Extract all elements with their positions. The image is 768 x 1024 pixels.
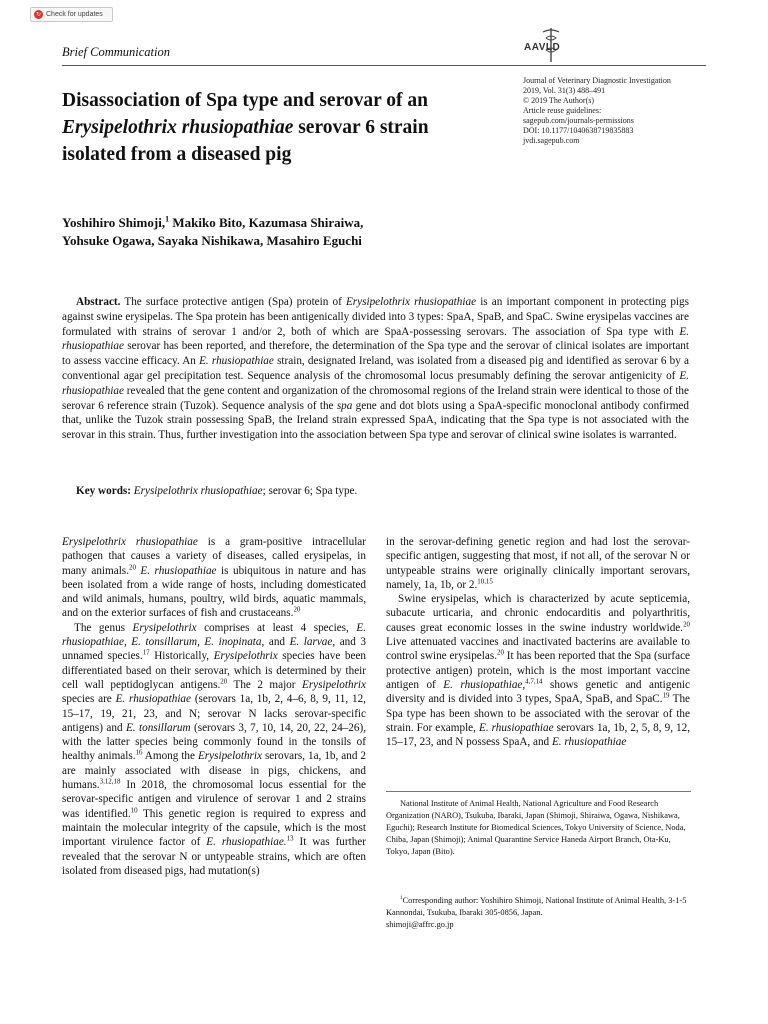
body-column-left [62, 535, 366, 878]
title-line-1: Disassociation of Spa type and serovar of an [62, 90, 429, 111]
body-text: is ubiquitous in nature and has been isolated from a wide range of hosts, including domesticated and wild animals, humans, poultry, wild birds, aquatic mammals, and on the exterior surfaces of fish and crustaceans. [62, 564, 366, 620]
journal-name: Journal of Veterinary Diagnostic Investigation [523, 76, 671, 85]
aavld-logo [521, 26, 583, 64]
body-text: The Spa type has been shown to be associated with the serovar of the strain. For example, [386, 693, 691, 734]
citation: 16 [135, 748, 143, 757]
abstract [62, 295, 689, 443]
body-text: , and [261, 636, 290, 649]
abstract-italic: E. rhusiopathiae [199, 355, 274, 368]
abstract-text: gene and dot blots using a SpaA-specific monoclonal antibody confirmed that, unlike the Tuzok strain possessing SpaB, the Ireland strain expressed SpaA, indicating that the Spa type is not associated with the serovar in this strain. Thus, further investigation into the association between Spa type and serovar of clinical swine isolates is warranted. [62, 399, 689, 442]
check-for-updates-badge[interactable] [30, 7, 113, 22]
abstract-label: Abstract. [76, 296, 121, 308]
body-text: (serovars 3, 7, 10, 14, 20, 22, 24–26), with the latter species being commonly found in the tonsils of healthy animals. [62, 721, 366, 763]
body-italic: E. rhusiopathiae [478, 721, 554, 734]
citation: 17 [142, 648, 150, 657]
body-text: serovars 1a, 1b, 2, 5, 8, 9, 12, 15–17, 23, and N possess SpaA, and [386, 721, 691, 749]
keywords [76, 484, 696, 498]
paragraph-4 [386, 592, 690, 749]
keywords-label: Key words: [76, 485, 131, 497]
body-italic: E. rhusiopathiae [115, 693, 191, 706]
body-text: Among the [142, 750, 198, 763]
body-text: Historically, [149, 650, 214, 663]
citation: 20 [497, 648, 504, 657]
citation: 20 [220, 677, 228, 686]
citation: 20 [128, 562, 136, 571]
body-text: Live attenuated vaccines and inactivated bacterins are available to control swine erysipelas. [386, 636, 690, 663]
logo-text: AAVLD [524, 42, 561, 53]
body-text: It was further revealed that the serovar N or untypeable strains, which are often isolated from diseased pigs, had mutation(s) [62, 836, 367, 877]
body-text: This genetic region is required to express and maintain the molecular integrity of the capsule, which is the most important virulence factor of [62, 807, 366, 849]
citation: 20 [293, 605, 301, 614]
author-first: Yoshihiro Shimoji, [62, 215, 166, 230]
body-italic: E. larvae [289, 636, 333, 649]
body-text: in the serovar-defining genetic region and had lost the serovar-specific antigen, suggesting that most, if not all, of the serovar N or untypeable strains were originally clinically important serovars, namely, 1a, 1b, or 2. [386, 536, 690, 591]
body-italic: E. tonsillarum [125, 721, 191, 734]
abstract-text: The surface protective antigen (Spa) protein of [120, 296, 346, 308]
body-text: The 2 major [227, 678, 302, 691]
corresponding-author-footnote [386, 895, 691, 931]
body-text: Swine erysipelas, which is characterized by acute septicemia, subacute urticaria, and chronic endocarditis and polyarthritis, causes great economic losses in the swine industry worldwide. [386, 593, 690, 634]
citation: 13 [286, 834, 294, 843]
body-text: species are [62, 693, 116, 706]
check-for-updates-label: Check for updates [46, 11, 103, 18]
abstract-italic: E. rhusiopathiae [62, 369, 689, 397]
paragraph-3 [386, 535, 690, 592]
abstract-italic: Erysipelothrix rhusiopathiae [345, 296, 477, 308]
body-text: serovars, 1a, 1b, and 2 are mainly associated with disease in pigs, chickens, and humans. [62, 750, 366, 792]
citation: 10 [130, 805, 138, 814]
abstract-text: revealed that the gene content and organization of the chromosomal regions of the Ireland strain were identical to those of the serovar 6 reference strain (Tuzok). Sequence analysis of the [62, 384, 689, 412]
journal-metadata [523, 76, 713, 146]
authors-line-1: Makiko Bito, Kazumasa Shiraiwa, [169, 215, 364, 230]
citation: 19 [662, 691, 670, 700]
author-footnote-mark: 1 [165, 214, 170, 224]
abstract-italic: E. rhusiopathiae [62, 325, 689, 353]
copyright: © 2019 The Author(s) [523, 96, 595, 105]
abstract-text: strain, designated Ireland, was isolated from a diseased pig and identified as serovar 6 by a conventional agar gel precipitation test. Sequence analysis of the chromosomal locus presumably defining the serovar antigenicity of [62, 355, 689, 382]
footnote-rule [386, 791, 691, 792]
keywords-rest: ; serovar 6; Spa type. [262, 485, 358, 497]
body-text: It has been reported that the Spa (surface protective antigen) protein, which is the most important vaccine antigen of [386, 650, 690, 691]
reuse-link[interactable]: sagepub.com/journals-permissions [523, 116, 634, 125]
body-text: shows genetic and antigenic diversity and is divided into 3 types, SpaA, SpaB, and SpaC. [386, 678, 690, 706]
doi[interactable]: DOI: 10.1177/1040638719835883 [523, 126, 634, 135]
body-text: , and 3 unnamed species. [62, 636, 366, 663]
body-text: comprises at least 4 species, [196, 621, 357, 634]
author-list [62, 214, 512, 250]
keyword-species: Erysipelothrix rhusiopathiae [131, 485, 263, 497]
abstract-italic: spa [336, 399, 353, 412]
body-column-right [386, 535, 690, 749]
journal-site[interactable]: jvdi.sagepub.com [523, 136, 580, 145]
body-italic: E. rhusiopathiae [551, 736, 627, 749]
body-italic: Erysipelothrix [197, 750, 262, 763]
body-italic: Erysipelothrix [213, 650, 278, 663]
paragraph-1 [62, 535, 366, 621]
citation: 20 [683, 620, 690, 629]
authors-line-2: Yohsuke Ogawa, Sayaka Nishikawa, Masahiro Eguchi [62, 233, 362, 248]
citation: 10,15 [477, 577, 493, 586]
article-title [62, 87, 502, 168]
corr-email[interactable]: shimoji@affrc.go.jp [386, 920, 454, 929]
body-italic: Erysipelothrix [132, 621, 197, 634]
body-italic: Erysipelothrix rhusiopathiae [62, 536, 198, 548]
body-italic: Erysipelothrix [301, 678, 366, 691]
body-italic: E. rhusiopathiae. [206, 836, 287, 849]
citation: 3,12,18 [99, 777, 121, 786]
affiliations-footnote: National Institute of Animal Health, National Agriculture and Food Research Organization (NARO), Tsukuba, Ibaraki, Japan (Shimoji, Shiraiwa, Ogawa, Nishikawa, Eguchi); Research Institute for Biomedical Sciences, Tokyo University of Science, Noda, Chiba, Japan (Shimoji); Animal Quarantine Service Haneda Airport Branch, Ota-Ku, Tokyo, Japan (Bito). [386, 799, 686, 856]
body-text: species have been differentiated based on their serovar, which is determined by their cell wall peptidoglycan antigens. [62, 650, 367, 691]
title-line-3: isolated from a diseased pig [62, 144, 292, 165]
corr-text: Corresponding author: Yoshihiro Shimoji, National Institute of Animal Health, 3-1-5 Kannondai, Tsukuba, Ibaraki 305-0856, Japan. [386, 896, 687, 917]
abstract-text: is an important component in protecting pigs against swine erysipelas. The Spa protein has been antigenically divided into 3 types: SpaA, SpaB, and SpaC. Swine erysipelas vaccines are formulated with strains of serovar 1 and/or 2, both of which are SpaA-possessing serovars. The association of Spa type with [62, 296, 689, 338]
header-rule [62, 65, 706, 66]
section-label: Brief Communication [62, 45, 170, 59]
title-line-2: serovar 6 strain [293, 117, 429, 138]
journal-volume: 2019, Vol. 31(3) 488–491 [523, 86, 606, 95]
body-italic: E. rhusiopathiae, [443, 678, 526, 691]
body-text: (serovars 1a, 1b, 2, 4–6, 8, 9, 11, 12, 15–17, 19, 21, 23, and N; serovar N lacks serovar-specific antigens) and [62, 693, 366, 734]
body-italic: E. rhusiopathiae, E. tonsillarum, E. inopinata [62, 621, 366, 649]
corr-footnote-mark: 1 [400, 895, 403, 902]
body-text: is a gram-positive intracellular pathogen that causes a variety of diseases, called erysipelas, in many animals. [62, 536, 366, 577]
citation: 4,7,14 [525, 677, 543, 686]
body-text: The genus [74, 621, 133, 634]
body-italic: E. rhusiopathiae [135, 564, 217, 577]
body-text: In 2018, the chromosomal locus essential for the serovar-specific antigen and virulence of serovar 1 and 2 strains was identified. [62, 779, 366, 820]
title-species: Erysipelothrix rhusiopathiae [62, 117, 294, 138]
abstract-text: serovar has been reported, and therefore, the determination of the Spa type and the serovar of clinical isolates are important to assess vaccine efficacy. An [62, 340, 689, 368]
update-icon: ↻ [35, 11, 42, 18]
paragraph-2 [62, 621, 366, 878]
reuse-label: Article reuse guidelines: [523, 106, 602, 115]
